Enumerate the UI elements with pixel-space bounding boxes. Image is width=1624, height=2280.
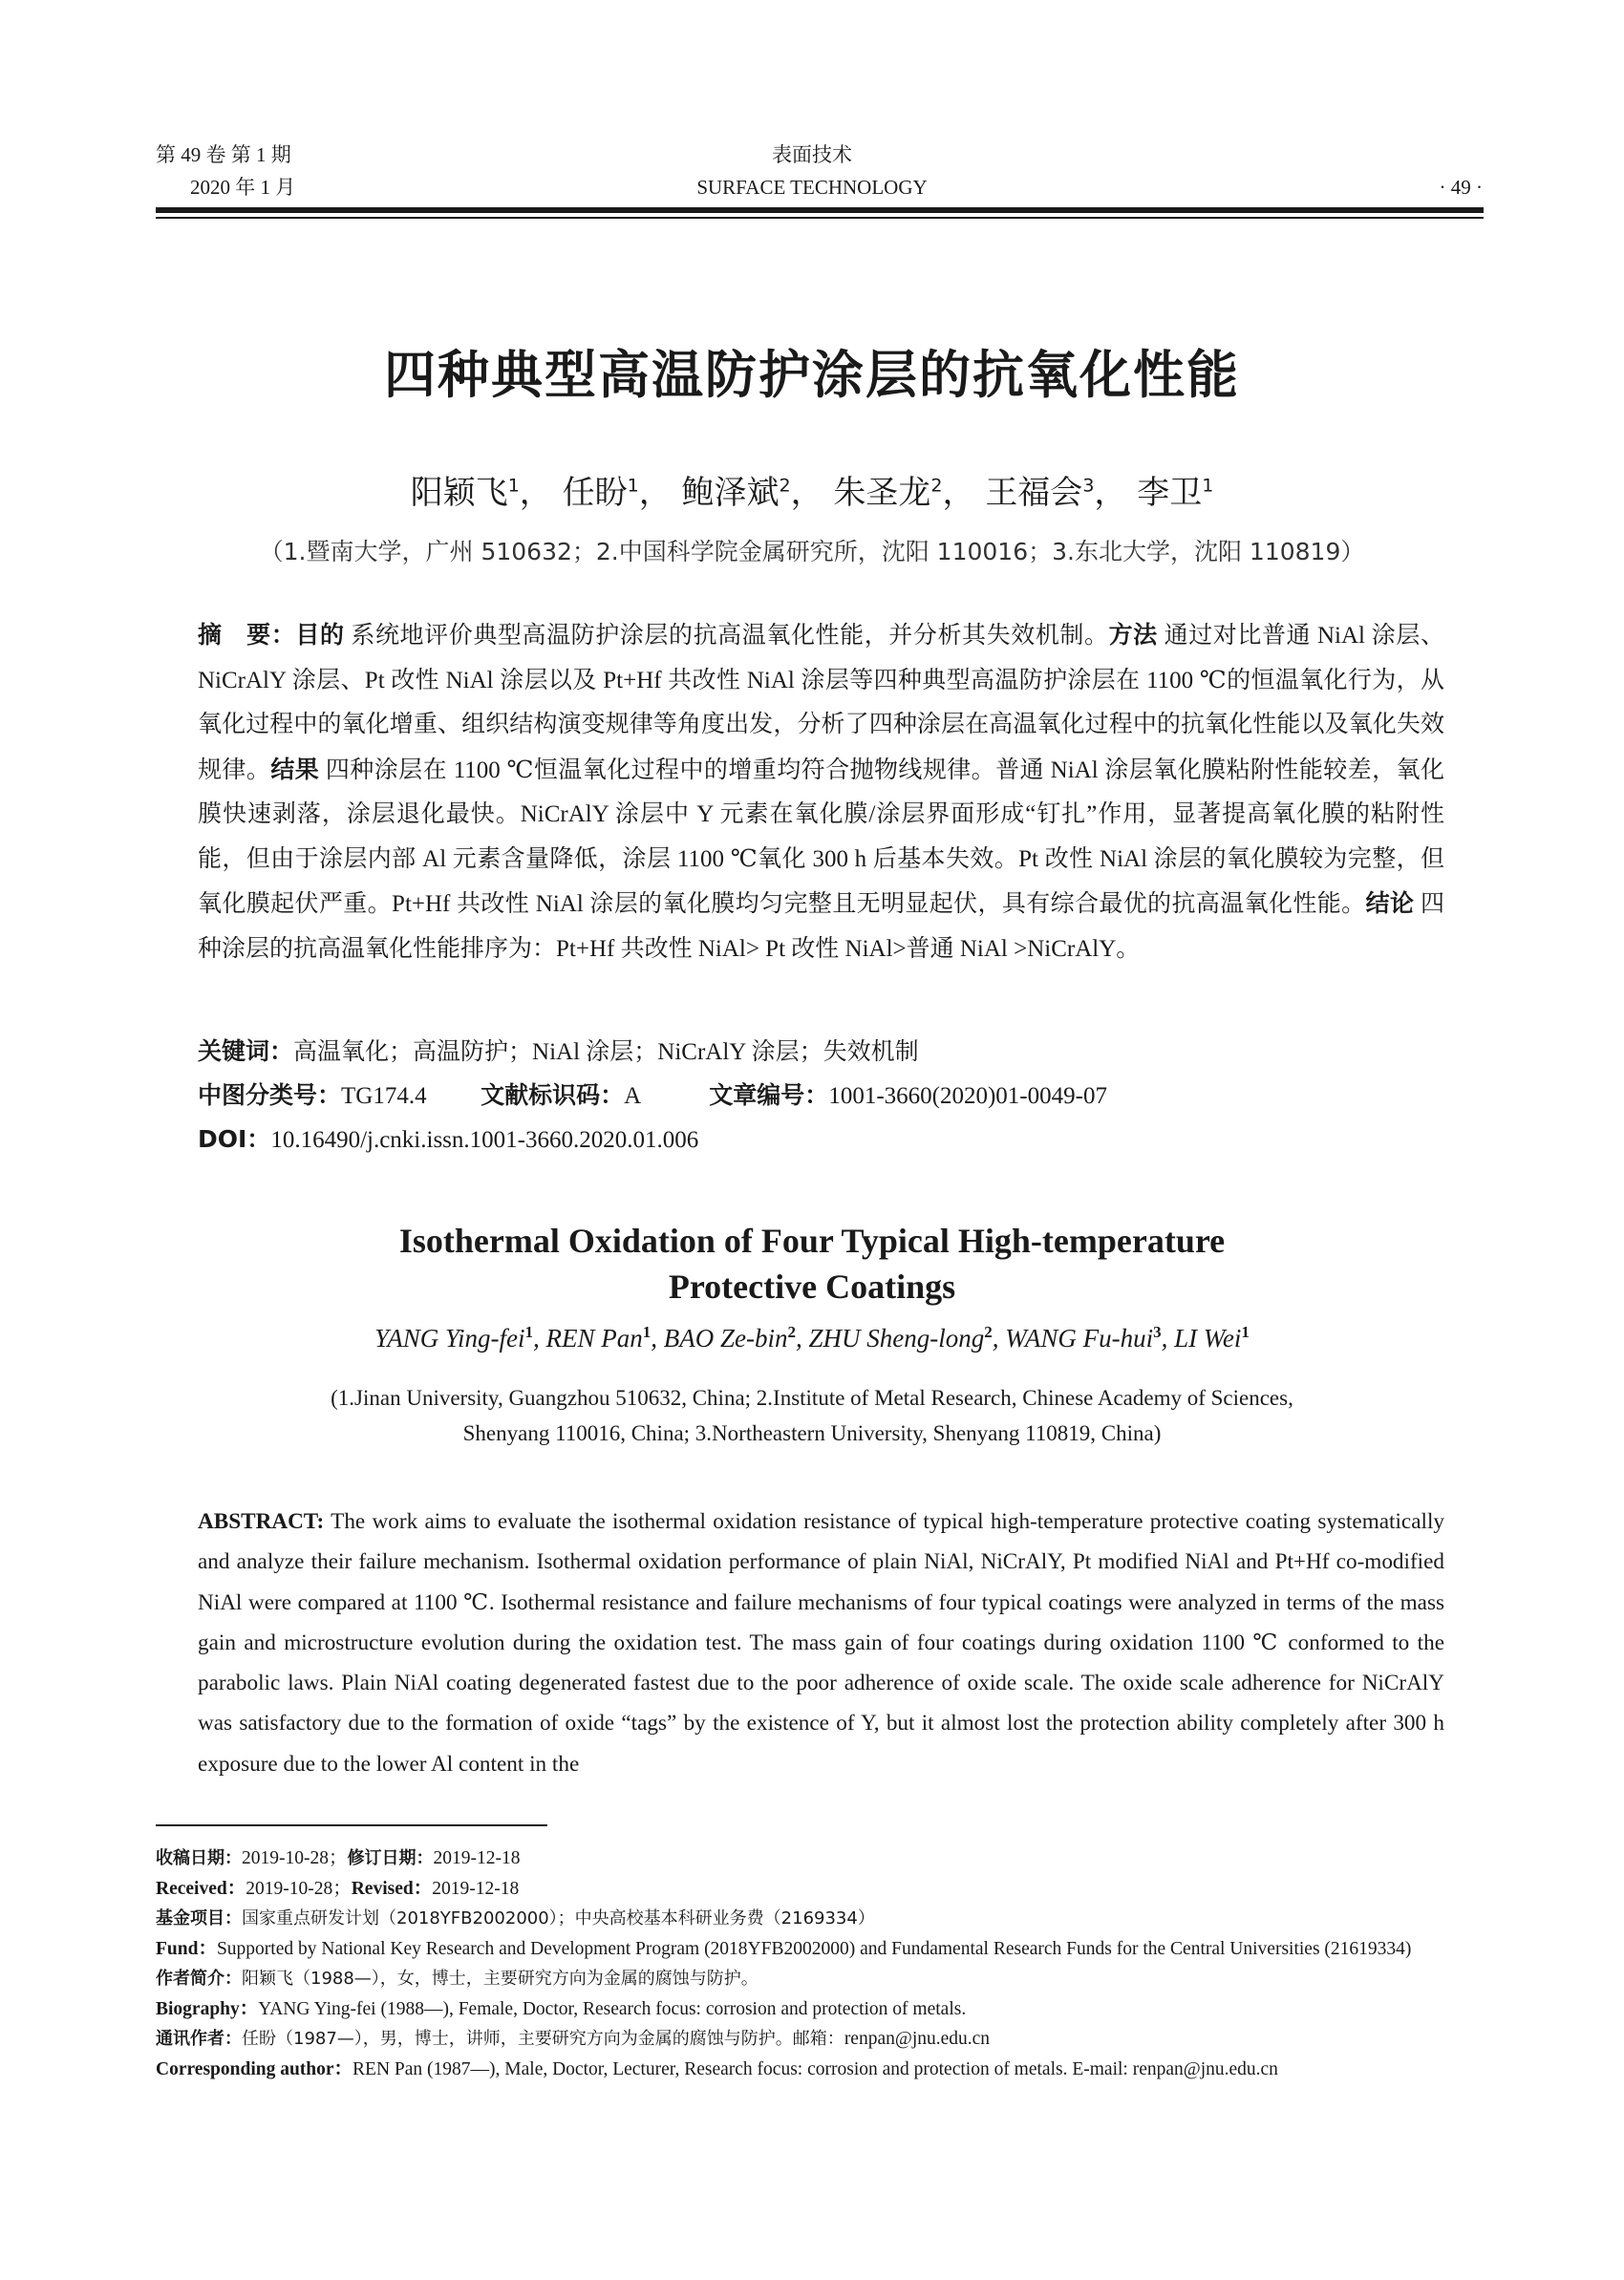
author-affiliation-mark: 3 [1153,1323,1162,1341]
title-en [0,1218,1624,1310]
footnote-fund-cn [156,1904,1488,1934]
abstract-en-text: The work aims to evaluate the isothermal oxidation resistance of typical high-temperature protective coating systematically and analyze their failure mechanism. Isothermal oxidation performance of plain NiAl, NiCrAlY, Pt modified NiAl and Pt+Hf co-modified NiAl were compared at 1100 ℃. Isothermal resistance and failure mechanisms of four typical coatings were analyzed in terms of the mass gain and microstructure evolution during the oxidation test. The mass gain of four coatings during oxidation 1100 ℃ conformed to the parabolic laws. Plain NiAl coating degenerated fastest due to the poor adherence of oxide scale. The oxide scale adherence for NiCrAlY was satisfactory due to the formation of oxide “tags” by the existence of Y, but it almost lost the protection ability completely after 300 h exposure due to the lower Al content in the [198,1509,1444,1777]
revised-cn-value: 2019-12-18 [433,1848,521,1868]
conclusion-label: 结论 [1365,889,1415,917]
affiliation-en-line: Shenyang 110016, China; 3.Northeastern University, Shenyang 110819, China) [462,1421,1162,1445]
bio-cn-value: 阳颖飞（1988—），女，博士，主要研究方向为金属的腐蚀与防护。 [242,1969,759,1989]
classification-line [198,1074,1107,1119]
footnote-received-en [156,1874,1488,1905]
journal-name-cn: 表面技术 [772,143,852,166]
doi-value: 10.16490/j.cnki.issn.1001-3660.2020.01.006 [270,1127,699,1153]
abstract-cn-label: 摘 要： [198,621,296,649]
author-affiliation-mark: 1 [642,1323,652,1341]
author-affiliation-mark: 2 [930,475,943,497]
author-affiliation-mark: 2 [984,1323,993,1341]
fund-en-value: Supported by National Key Research and Development Program (2018YFB2002000) and Fundamental Research Funds for the Central Universities (21619334) [216,1938,1412,1959]
footnotes [156,1843,1488,2084]
footnote-corr-en [156,2055,1488,2085]
author-cn: 任盼 [562,474,628,512]
footnote-bio-cn [156,1964,1488,1994]
revised-en-label: Revised： [351,1878,433,1899]
volume-issue: 第 49 卷 第 1 期 [156,143,291,166]
corr-cn-value: 任盼（1987—），男，博士，讲师，主要研究方向为金属的腐蚀与防护。邮箱： [242,2029,844,2049]
abstract-en [198,1502,1444,1784]
abstract-cn [198,613,1444,971]
author-cn: 朱圣龙 [833,474,931,512]
page-number: · 49 · [1439,176,1483,199]
title-en-line: Isothermal Oxidation of Four Typical High-temperature [398,1222,1226,1260]
running-header-center [0,139,1624,203]
affiliation-en-line: (1.Jinan University, Guangzhou 510632, China; 2.Institute of Metal Research, Chinese Academy of Sciences, [331,1386,1293,1410]
author-en: WANG Fu-hui [1005,1324,1154,1353]
corr-cn-label: 通讯作者： [156,2029,242,2049]
result-text: 四种涂层在 1100 ℃恒温氧化过程中的增重均符合抛物线规律。普通 NiAl 涂层氧化膜粘附性能较差，氧化膜快速剥落，涂层退化最快。NiCrAlY 涂层中 Y 元素在氧化膜/涂层界面形成“钉扎”作用，显著提高氧化膜的粘附性能，但由于涂层内部 Al 元素含量降低，涂层 1100 ℃氧化 300 h 后基本失效。Pt 改性 NiAl 涂层的氧化膜较为完整，但氧化膜起伏严重。Pt+Hf 共改性 NiAl 涂层的氧化膜均匀完整且无明显起伏，具有综合最优的抗高温氧化性能。 [198,756,1444,917]
authors-cn: 阳颖飞$^1$， 任盼$^1$， 鲍泽斌$^2$， 朱圣龙$^2$， 王福会$^3$， 李卫$^1$ [410,474,1214,512]
author-en: LI Wei [1174,1324,1242,1353]
footnote-rule [156,1824,547,1826]
journal-name-en: SURFACE TECHNOLOGY [696,176,928,199]
author-en: BAO Ze-bin [663,1324,788,1353]
doi-line [198,1118,698,1163]
title-en-line: Protective Coatings [668,1268,956,1306]
header-rule-thin [156,217,1484,219]
author-cn: 鲍泽斌 [681,474,780,512]
author-en: ZHU Sheng-long [808,1324,985,1353]
corr-cn-email: renpan@jnu.edu.cn [844,2029,991,2049]
doc-code-label: 文献标识码： [481,1081,625,1109]
method-label: 方法 [1108,621,1158,649]
bio-cn-label: 作者简介： [156,1969,242,1989]
author-affiliation-mark: 1 [524,1323,534,1341]
footnote-fund-en [156,1934,1488,1965]
result-label: 结果 [270,755,320,783]
author-affiliation-mark: 2 [787,1323,796,1341]
fund-cn-label: 基金项目： [156,1908,242,1928]
author-cn: 阳颖飞 [410,474,508,512]
abstract-en-label: ABSTRACT: [198,1509,325,1534]
purpose-label: 目的 [295,621,345,649]
author-affiliation-mark: 3 [1082,475,1095,497]
article-number-value: 1001-3660(2020)01-0049-07 [828,1083,1107,1109]
received-cn-value: 2019-10-28； [242,1848,348,1868]
corr-en-value: REN Pan (1987—), Male, Doctor, Lecturer, Research focus: corrosion and protection of metals. E-mail: renpan@jnu.edu.cn [353,2058,1278,2079]
footnote-corr-cn [156,2024,1488,2055]
bio-en-value: YANG Ying-fei (1988—), Female, Doctor, Research focus: corrosion and protection of metals. [258,1998,967,2019]
author-cn: 王福会 [985,474,1083,512]
bio-en-label: Biography： [156,1998,259,2019]
clc-label: 中图分类号： [198,1081,342,1109]
authors-en: YANG Ying-fei$^1$, REN Pan$^1$, BAO Ze-bin$^2$, ZHU Sheng-long$^2$, WANG Fu-hui$^3$, LI Wei$^1$ [374,1323,1250,1353]
doc-code-value: A [624,1083,640,1109]
article-number-label: 文章编号： [709,1081,829,1109]
keywords-cn [198,1030,919,1076]
fund-en-label: Fund： [156,1938,217,1959]
conclusion-text: 四种涂层的抗高温氧化性能排序为：Pt+Hf 共改性 NiAl> Pt 改性 NiAl>普通 NiAl >NiCrAlY。 [198,891,1444,962]
author-en: REN Pan [545,1324,643,1353]
footnote-bio-en [156,1994,1488,2025]
revised-cn-label: 修订日期： [347,1848,434,1868]
received-en-label: Received： [156,1878,246,1899]
author-affiliation-mark: 1 [507,475,520,497]
purpose-text: 系统地评价典型高温防护涂层的抗高温氧化性能，并分析其失效机制。 [344,623,1109,649]
received-en-value: 2019-10-28； [246,1878,352,1899]
author-affiliation-mark: 2 [779,475,791,497]
corr-en-label: Corresponding author： [156,2058,353,2079]
author-en: YANG Ying-fei [374,1324,525,1353]
footnote-received-cn [156,1843,1488,1874]
author-affiliation-mark: 1 [627,475,639,497]
fund-cn-value: 国家重点研发计划（2018YFB2002000）；中央高校基本科研业务费（2169334） [242,1908,875,1928]
author-affiliation-mark: 1 [1202,475,1214,497]
affiliations-en [0,1380,1624,1451]
method-text: 通过对比普通 NiAl 涂层、NiCrAlY 涂层、Pt 改性 NiAl 涂层以及 Pt+Hf 共改性 NiAl 涂层等四种典型高温防护涂层在 1100 ℃的恒温氧化行为，从氧化过程中的氧化增重、组织结构演变规律等角度出发，分析了四种涂层在高温氧化过程中的抗氧化性能以及氧化失效规律。 [198,623,1444,783]
keywords-value: 高温氧化；高温防护；NiAl 涂层；NiCrAlY 涂层；失效机制 [293,1039,919,1065]
author-affiliation-mark: 1 [1241,1323,1250,1341]
issue-date: 2020 年 1 月 [190,176,296,199]
clc-value: TG174.4 [341,1083,427,1109]
author-cn: 李卫 [1137,474,1203,512]
title-cn: 四种典型高温防护涂层的抗氧化性能 [384,345,1240,405]
affiliations-cn: （1.暨南大学，广州 510632；2.中国科学院金属研究所，沈阳 110016；3.东北大学，沈阳 110819） [259,538,1365,565]
doi-label: DOI： [198,1125,271,1153]
header-rule-thick [156,207,1484,213]
revised-en-value: 2019-12-18 [432,1878,520,1899]
keywords-label: 关键词： [198,1037,294,1065]
received-cn-label: 收稿日期： [156,1848,242,1868]
